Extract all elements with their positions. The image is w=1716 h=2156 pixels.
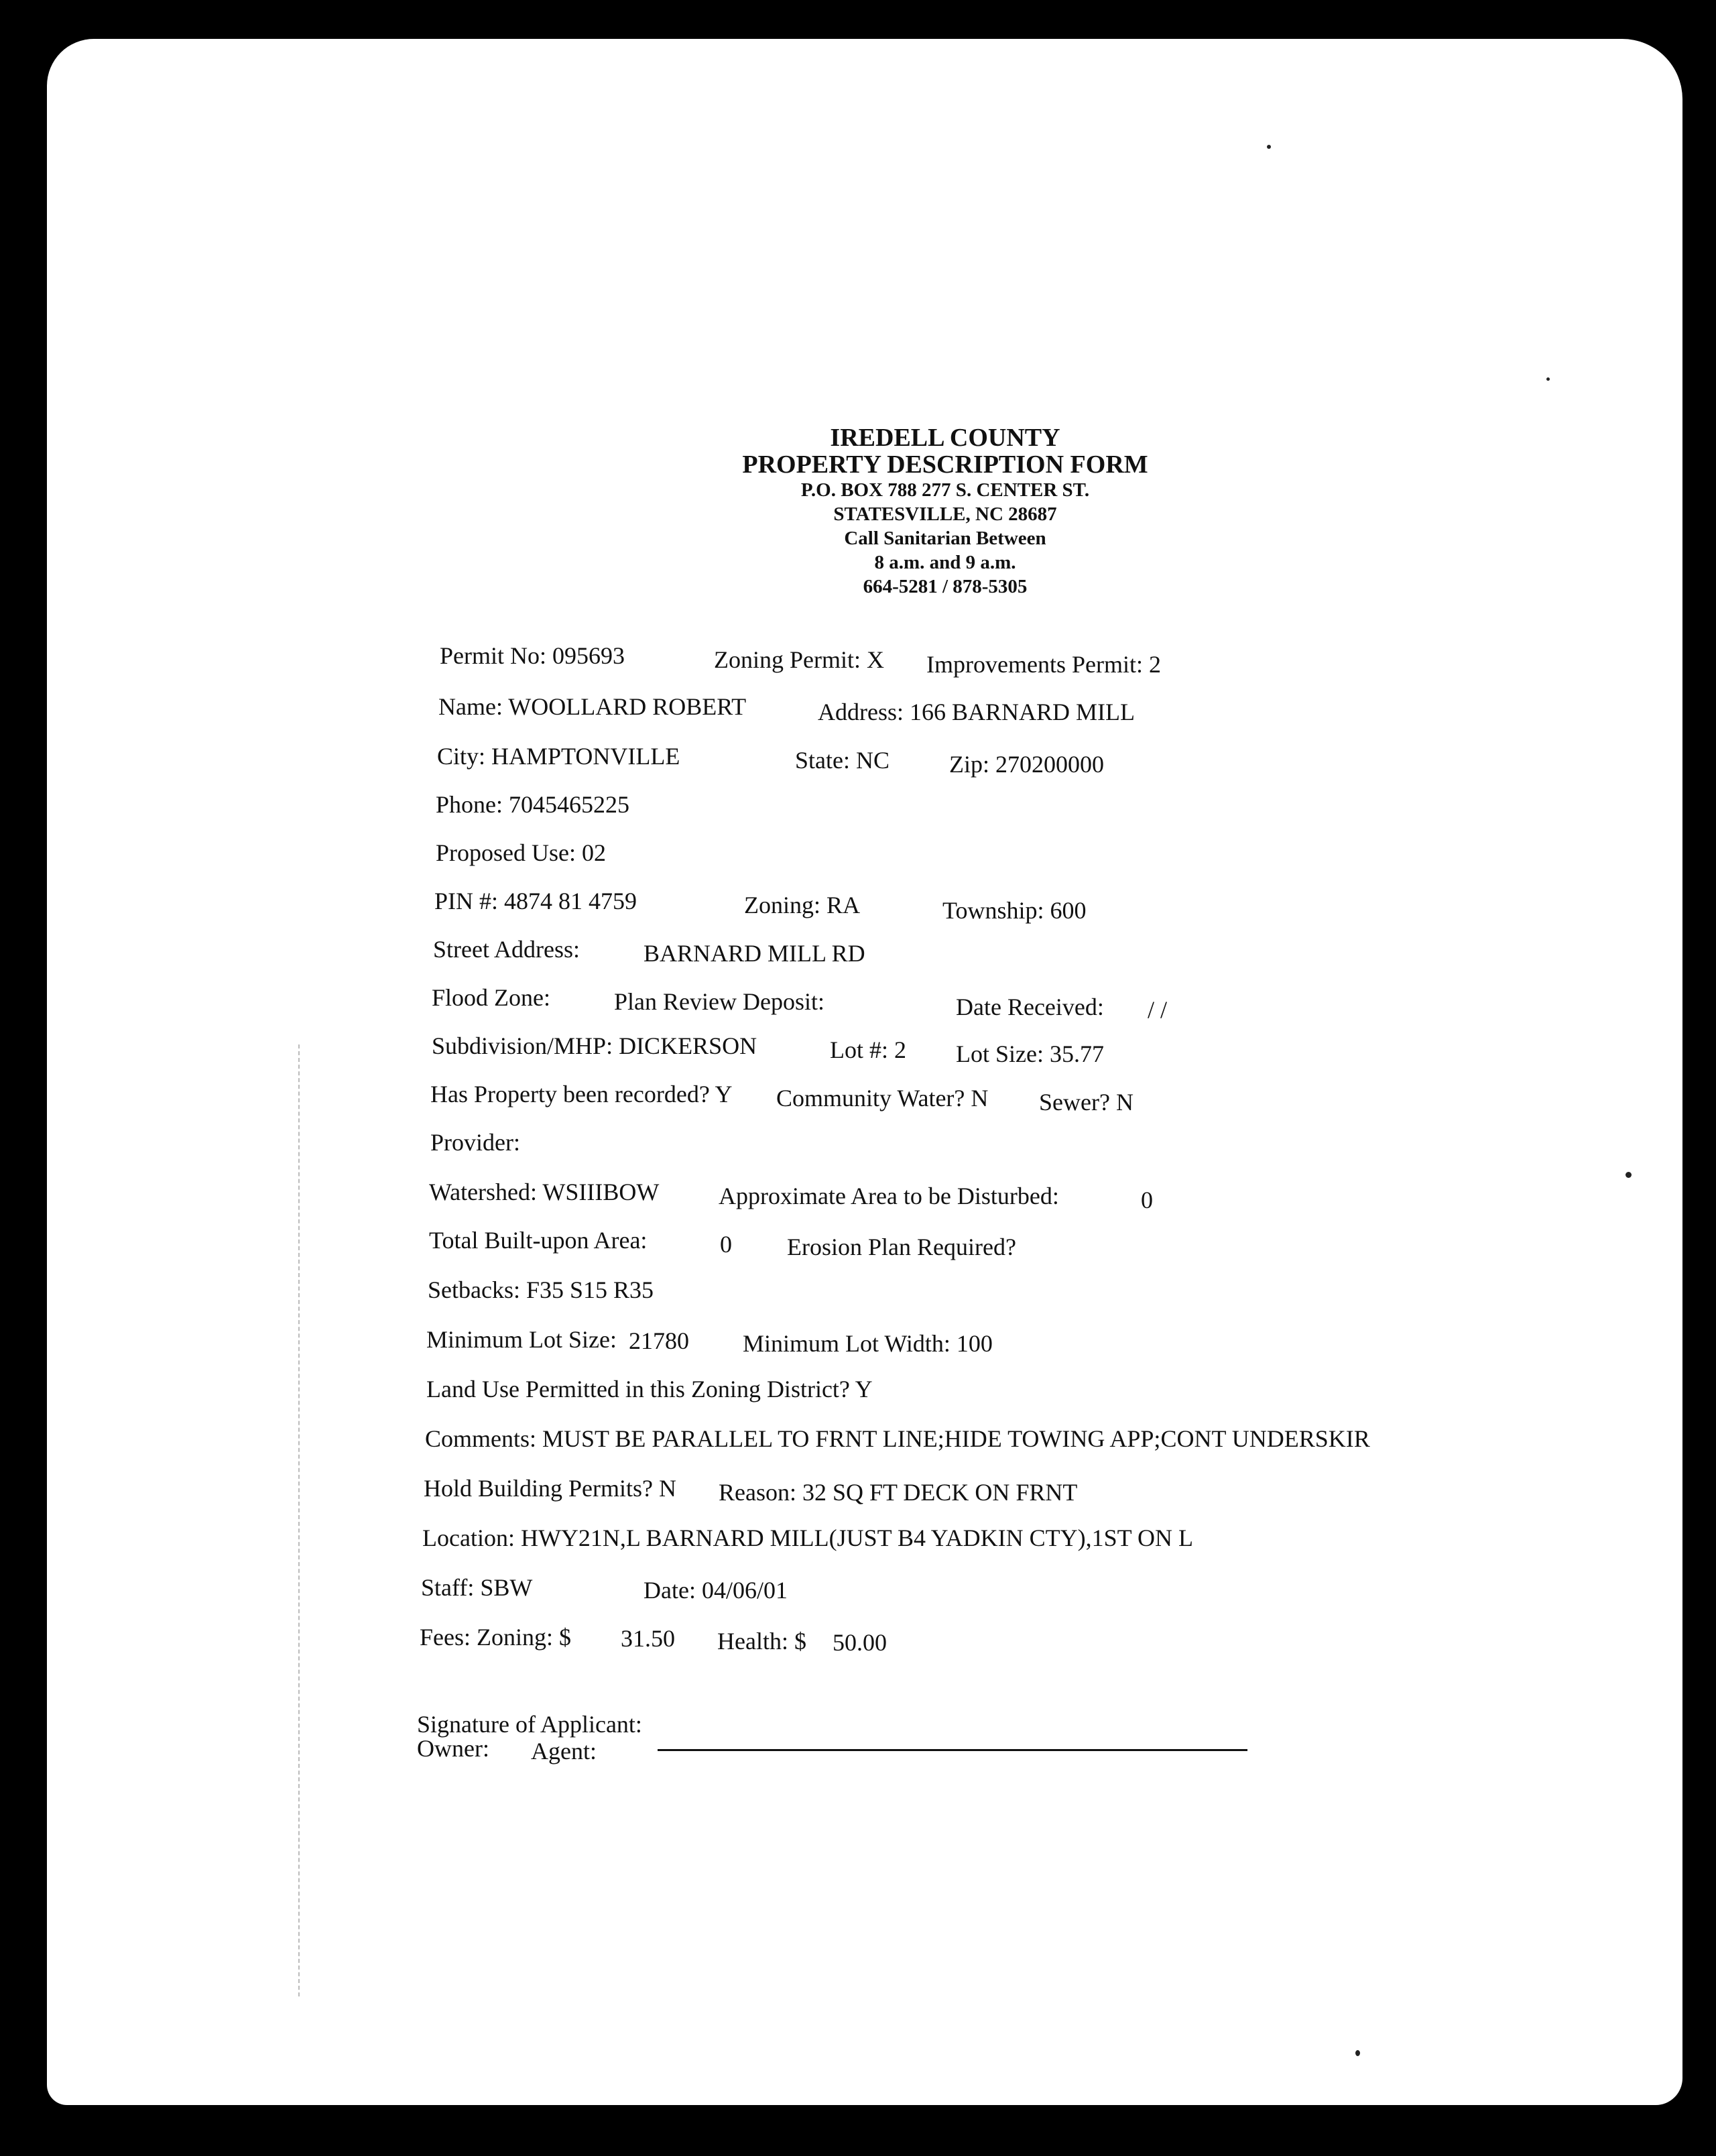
date-received-value: / / xyxy=(1148,996,1168,1023)
built-upon-label: Total Built-upon Area: xyxy=(429,1227,648,1254)
zoning-district: Zoning: RA xyxy=(744,892,861,918)
date-received-label: Date Received: xyxy=(956,994,1104,1020)
hold-reason: Reason: 32 SQ FT DECK ON FRNT xyxy=(719,1479,1078,1506)
applicant-zip: Zip: 270200000 xyxy=(949,751,1104,778)
plan-review-deposit: Plan Review Deposit: xyxy=(614,988,824,1015)
call-instructions: Call Sanitarian Between xyxy=(844,528,1046,549)
built-upon-value: 0 xyxy=(720,1231,732,1258)
form-title: PROPERTY DESCRIPTION FORM xyxy=(742,451,1148,479)
comments: Comments: MUST BE PARALLEL TO FRNT LINE;HIDE TOWING APP;CONT UNDERSKIR xyxy=(425,1425,1370,1452)
fees-zoning-value: 31.50 xyxy=(621,1625,675,1652)
staff: Staff: SBW xyxy=(421,1574,533,1601)
applicant-name: Name: WOOLLARD ROBERT xyxy=(438,693,747,720)
call-hours: 8 a.m. and 9 a.m. xyxy=(874,552,1016,573)
scan-speck xyxy=(1355,2050,1360,2056)
proposed-use: Proposed Use: 02 xyxy=(436,839,606,866)
area-disturbed-value: 0 xyxy=(1141,1187,1153,1213)
sewer: Sewer? N xyxy=(1039,1089,1133,1116)
fees-zoning-label: Fees: Zoning: $ xyxy=(420,1624,571,1651)
applicant-city: City: HAMPTONVILLE xyxy=(437,743,680,770)
scan-speck xyxy=(1626,1172,1632,1178)
scan-speck xyxy=(1267,145,1271,149)
flood-zone: Flood Zone: xyxy=(432,984,550,1011)
erosion-plan: Erosion Plan Required? xyxy=(787,1234,1016,1260)
fees-health-value: 50.00 xyxy=(833,1629,887,1656)
applicant-state: State: NC xyxy=(795,747,890,774)
min-lot-width: Minimum Lot Width: 100 xyxy=(743,1330,993,1357)
fees-health-label: Health: $ xyxy=(717,1628,806,1655)
signature-label: Signature of Applicant: xyxy=(417,1711,642,1738)
setbacks: Setbacks: F35 S15 R35 xyxy=(428,1276,654,1303)
mailing-address: P.O. BOX 788 277 S. CENTER ST. xyxy=(800,479,1090,501)
county-title: IREDELL COUNTY xyxy=(830,424,1060,452)
signature-line xyxy=(658,1749,1247,1751)
min-lot-size-label: Minimum Lot Size: xyxy=(426,1326,617,1353)
subdivision: Subdivision/MHP: DICKERSON xyxy=(432,1032,757,1059)
scan-speck xyxy=(1546,377,1550,381)
property-recorded: Has Property been recorded? Y xyxy=(430,1081,733,1107)
phone-numbers: 664-5281 / 878-5305 xyxy=(863,576,1028,597)
applicant-phone: Phone: 7045465225 xyxy=(436,791,630,818)
min-lot-size-value: 21780 xyxy=(629,1327,689,1354)
pin-number: PIN #: 4874 81 4759 xyxy=(434,888,637,914)
zoning-permit: Zoning Permit: X xyxy=(714,646,884,673)
hold-building-permits: Hold Building Permits? N xyxy=(424,1475,676,1502)
permit-number: Permit No: 095693 xyxy=(440,642,625,669)
agent-label: Agent: xyxy=(531,1738,597,1764)
township: Township: 600 xyxy=(942,897,1087,924)
form-header xyxy=(610,424,1280,599)
applicant-address: Address: 166 BARNARD MILL xyxy=(818,699,1135,725)
lot-number: Lot #: 2 xyxy=(830,1036,906,1063)
city-state-zip: STATESVILLE, NC 28687 xyxy=(833,503,1057,525)
provider: Provider: xyxy=(430,1129,520,1156)
area-disturbed-label: Approximate Area to be Disturbed: xyxy=(719,1183,1059,1209)
street-address-label: Street Address: xyxy=(433,936,580,963)
land-use-permitted: Land Use Permitted in this Zoning District? Y xyxy=(426,1376,873,1402)
watershed: Watershed: WSIIIBOW xyxy=(429,1179,660,1205)
community-water: Community Water? N xyxy=(776,1085,989,1112)
scanned-page xyxy=(47,39,1682,2105)
improvements-permit: Improvements Permit: 2 xyxy=(926,651,1161,678)
location: Location: HWY21N,L BARNARD MILL(JUST B4 YADKIN CTY),1ST ON L xyxy=(422,1524,1193,1551)
owner-label: Owner: xyxy=(417,1735,489,1762)
lot-size: Lot Size: 35.77 xyxy=(956,1040,1104,1067)
street-address-value: BARNARD MILL RD xyxy=(644,940,865,967)
date: Date: 04/06/01 xyxy=(644,1577,788,1604)
scan-edge-line xyxy=(298,1044,300,1996)
